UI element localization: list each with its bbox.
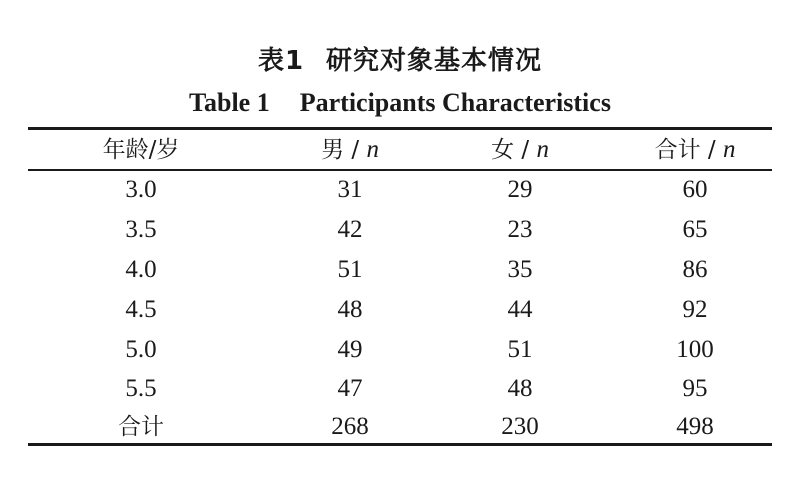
table-caption-english: Participants Characteristics [299,88,611,117]
table-row [0,210,800,250]
cell-total: 86 [682,256,708,283]
header-age: 年龄/岁 [102,137,180,163]
cell-grand-total: 498 [676,413,714,440]
table-row [0,250,800,290]
cell-age: 5.5 [125,375,157,402]
cell-age: 4.5 [125,296,157,323]
header-total [620,130,770,170]
header-female [445,130,595,170]
cell-female: 44 [507,296,533,323]
header-total-unit: n [722,136,736,163]
cell-male: 51 [337,256,363,283]
cell-total: 95 [682,375,708,402]
header-female-unit: n [536,136,549,163]
cell-female: 29 [507,176,533,203]
cell-total: 100 [676,336,714,363]
table-title-chinese [0,40,800,77]
cell-age: 3.0 [125,176,157,203]
header-male-unit: n [366,136,379,163]
cell-male: 31 [337,176,363,203]
cell-female: 51 [507,336,533,363]
cell-male: 42 [337,216,363,243]
table-total-row [0,407,800,447]
table-row [0,369,800,409]
cell-female: 23 [507,216,533,243]
header-total-label: 合计 / [654,137,716,163]
table-title-english [0,88,800,118]
cell-male-total: 268 [331,413,369,440]
table-row [0,290,800,330]
table-row [0,330,800,370]
cell-total: 65 [682,216,708,243]
table-bottom-rule [28,443,772,446]
table-row [0,170,800,210]
table-header-row [0,130,800,170]
cell-male: 49 [337,336,363,363]
cell-male: 48 [337,296,363,323]
cell-male: 47 [337,375,363,402]
header-male [275,130,425,170]
header-male-label: 男 / [321,137,360,163]
cell-female: 48 [507,375,533,402]
table-number-chinese: 表1 [257,46,305,76]
cell-total: 60 [682,176,708,203]
cell-age: 3.5 [125,216,157,243]
cell-total-label: 合计 [118,414,164,440]
cell-female-total: 230 [501,413,539,440]
cell-female: 35 [507,256,533,283]
cell-age: 5.0 [125,336,157,363]
cell-total: 92 [682,296,708,323]
table-caption-chinese: 研究对象基本情况 [326,46,543,76]
table-number-english: Table 1 [189,88,270,117]
header-female-label: 女 / [491,137,530,163]
cell-age: 4.0 [125,256,157,283]
